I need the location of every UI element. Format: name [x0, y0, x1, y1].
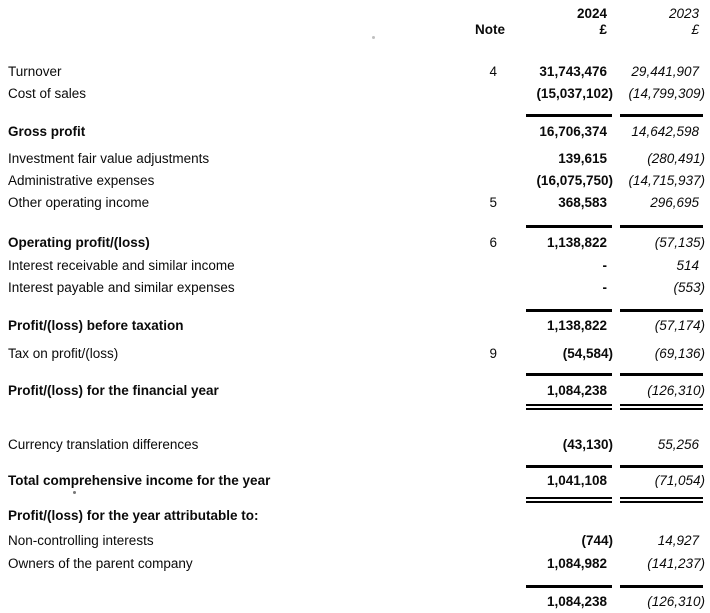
- column-header-year-2023: 2023: [668, 6, 699, 21]
- scan-artifact-dot: [73, 491, 76, 494]
- rule-row: [8, 585, 710, 588]
- double-rule-2023: [618, 404, 710, 410]
- row-amount-2023: (14,799,309): [628, 86, 705, 101]
- row-currency-translation-differences: [8, 434, 710, 456]
- row-operating-profit-loss: [8, 232, 710, 254]
- row-amount-2023: (71,054): [654, 473, 705, 488]
- row-amount-2023: 29,441,907: [631, 64, 699, 79]
- single-rule-2023: [618, 225, 710, 228]
- row-label: Profit/(loss) for the year attributable to:: [8, 508, 259, 523]
- row-amount-2024: (54,584): [562, 346, 613, 361]
- single-rule-2023: [618, 373, 710, 376]
- row-amount-2023: (69,136): [654, 346, 705, 361]
- single-rule-2024: [505, 114, 618, 117]
- row-amount-2023: 296,695: [650, 195, 699, 210]
- row-owners-of-parent-company: [8, 553, 710, 575]
- row-interest-payable: [8, 277, 710, 299]
- row-cost-of-sales: [8, 83, 710, 105]
- row-label: Administrative expenses: [8, 173, 155, 188]
- row-amount-2024: (744): [581, 533, 613, 548]
- rule-row: [8, 114, 710, 117]
- column-header-year-2024: 2024: [576, 6, 607, 21]
- double-rule-2024: [505, 404, 618, 410]
- row-amount-2023: 514: [676, 258, 699, 273]
- single-rule-2024: [505, 225, 618, 228]
- row-amount-2024: 1,084,982: [546, 556, 607, 571]
- row-investment-fair-value-adjustments: [8, 148, 710, 170]
- rule-row: [8, 373, 710, 376]
- double-rule-row: [8, 497, 710, 503]
- row-amount-2024: 1,138,822: [546, 318, 607, 333]
- row-amount-2024: 368,583: [558, 195, 607, 210]
- row-label: Interest receivable and similar income: [8, 258, 235, 273]
- row-amount-2024: -: [602, 280, 607, 295]
- row-note: 5: [489, 195, 497, 210]
- single-rule-2023: [618, 309, 710, 312]
- row-tax-on-profit-loss: [8, 343, 710, 365]
- row-amount-2024: -: [602, 258, 607, 273]
- row-label: Turnover: [8, 64, 62, 79]
- single-rule-2023: [618, 585, 710, 588]
- row-label: Operating profit/(loss): [8, 235, 150, 250]
- row-amount-2024: (43,130): [562, 437, 613, 452]
- row-amount-2024: (16,075,750): [536, 173, 613, 188]
- row-amount-2023: (57,135): [654, 235, 705, 250]
- single-rule-2023: [618, 465, 710, 468]
- single-rule-2024: [505, 585, 618, 588]
- row-turnover: [8, 61, 710, 83]
- row-note: 9: [489, 346, 497, 361]
- header-row-years: [8, 6, 710, 22]
- row-label: Profit/(loss) for the financial year: [8, 383, 219, 398]
- rule-row: [8, 225, 710, 228]
- row-amount-2024: 1,138,822: [546, 235, 607, 250]
- row-amount-2023: (553): [673, 280, 705, 295]
- row-label: Interest payable and similar expenses: [8, 280, 235, 295]
- row-amount-2023: 55,256: [657, 437, 699, 452]
- row-amount-2024: 139,615: [558, 151, 607, 166]
- row-label: Cost of sales: [8, 86, 87, 101]
- row-gross-profit: [8, 121, 710, 143]
- single-rule-2024: [505, 373, 618, 376]
- column-header-currency-2023: £: [691, 22, 699, 37]
- row-amount-2024: 1,084,238: [546, 594, 607, 609]
- single-rule-2024: [505, 309, 618, 312]
- scan-artifact-dot: [372, 36, 375, 39]
- row-profit-for-financial-year: [8, 380, 710, 402]
- column-header-note: Note: [475, 22, 505, 37]
- row-amount-2023: 14,642,598: [631, 124, 699, 139]
- row-amount-2024: 1,041,108: [546, 473, 607, 488]
- row-amount-2023: (141,237): [647, 556, 705, 571]
- row-label: Profit/(loss) before taxation: [8, 318, 184, 333]
- rule-row: [8, 309, 710, 312]
- row-label: Gross profit: [8, 124, 86, 139]
- row-note: 4: [489, 64, 497, 79]
- row-total-comprehensive-income: [8, 470, 710, 492]
- row-label: Total comprehensive income for the year: [8, 473, 271, 488]
- row-amount-2024: 1,084,238: [546, 383, 607, 398]
- double-rule-2023: [618, 497, 710, 503]
- single-rule-2023: [618, 114, 710, 117]
- double-rule-2024: [505, 497, 618, 503]
- row-amount-2024: (15,037,102): [536, 86, 613, 101]
- row-amount-2023: (126,310): [647, 594, 705, 609]
- row-amount-2024: 16,706,374: [539, 124, 607, 139]
- row-label: Tax on profit/(loss): [8, 346, 119, 361]
- row-amount-2024: 31,743,476: [539, 64, 607, 79]
- row-label: Owners of the parent company: [8, 556, 193, 571]
- single-rule-2024: [505, 465, 618, 468]
- row-label: Other operating income: [8, 195, 150, 210]
- row-label: Investment fair value adjustments: [8, 151, 210, 166]
- rule-row: [8, 465, 710, 468]
- row-attributable-heading: [8, 505, 710, 527]
- row-label: Currency translation differences: [8, 437, 199, 452]
- column-header-currency-2024: £: [599, 22, 607, 37]
- row-administrative-expenses: [8, 170, 710, 192]
- row-amount-2023: (57,174): [654, 318, 705, 333]
- row-amount-2023: (126,310): [647, 383, 705, 398]
- row-profit-before-taxation: [8, 315, 710, 337]
- row-amount-2023: (280,491): [647, 151, 705, 166]
- row-interest-receivable: [8, 255, 710, 277]
- row-label: Non-controlling interests: [8, 533, 154, 548]
- row-amount-2023: (14,715,937): [628, 173, 705, 188]
- double-rule-row: [8, 404, 710, 410]
- row-other-operating-income: [8, 192, 710, 214]
- row-note: 6: [489, 235, 497, 250]
- row-attributable-total: [8, 591, 710, 613]
- row-amount-2023: 14,927: [657, 533, 699, 548]
- row-non-controlling-interests: [8, 530, 710, 552]
- header-row-units: [8, 22, 710, 38]
